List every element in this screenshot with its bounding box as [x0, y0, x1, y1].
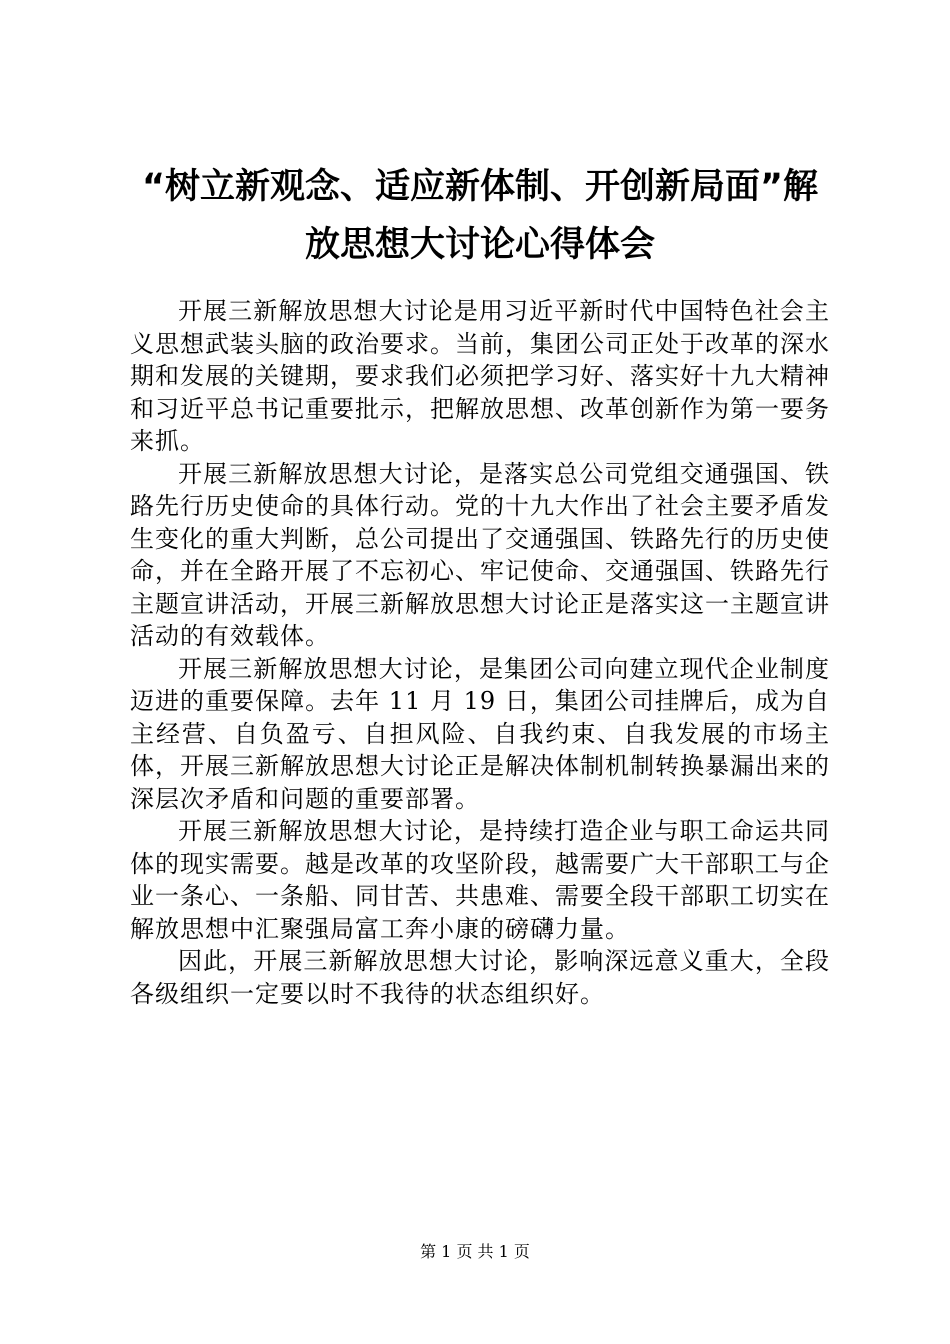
paragraph-4: 开展三新解放思想大讨论，是持续打造企业与职工命运共同体的现实需要。越是改革的攻坚阶段，越需要广大干部职工与企业一条心、一条船、同甘苦、共患难、需要全段干部职工切实在解放思想中汇聚强局富工奔小康的磅礴力量。: [130, 817, 830, 943]
document-title: “树立新观念、适应新体制、开创新局面”解放思想大讨论心得体会: [141, 167, 818, 265]
page-number-footer: 第 1 页 共 1 页: [420, 1242, 530, 1261]
document-body: [130, 295, 830, 1010]
paragraph-2: 开展三新解放思想大讨论，是落实总公司党组交通强国、铁路先行历史使命的具体行动。党的十九大作出了社会主要矛盾发生变化的重大判断，总公司提出了交通强国、铁路先行的历史使命，并在全路开展了不忘初心、牢记使命、交通强国、铁路先行主题宣讲活动，开展三新解放思想大讨论正是落实这一主题宣讲活动的有效载体。: [130, 459, 830, 650]
paragraph-1: 开展三新解放思想大讨论是用习近平新时代中国特色社会主义思想武装头脑的政治要求。当前，集团公司正处于改革的深水期和发展的关键期，要求我们必须把学习好、落实好十九大精神和习近平总书记重要批示，把解放思想、改革创新作为第一要务来抓。: [130, 297, 830, 455]
paragraph-5: 因此，开展三新解放思想大讨论，影响深远意义重大，全段各级组织一定要以时不我待的状态组织好。: [130, 947, 830, 1008]
paragraph-3: 开展三新解放思想大讨论，是集团公司向建立现代企业制度迈进的重要保障。去年 11 月 19 日，集团公司挂牌后，成为自主经营、自负盈亏、自担风险、自我约束、自我发展的市场主体，开展三新解放思想大讨论正是解决体制机制转换暴漏出来的深层次矛盾和问题的重要部署。: [130, 654, 830, 813]
